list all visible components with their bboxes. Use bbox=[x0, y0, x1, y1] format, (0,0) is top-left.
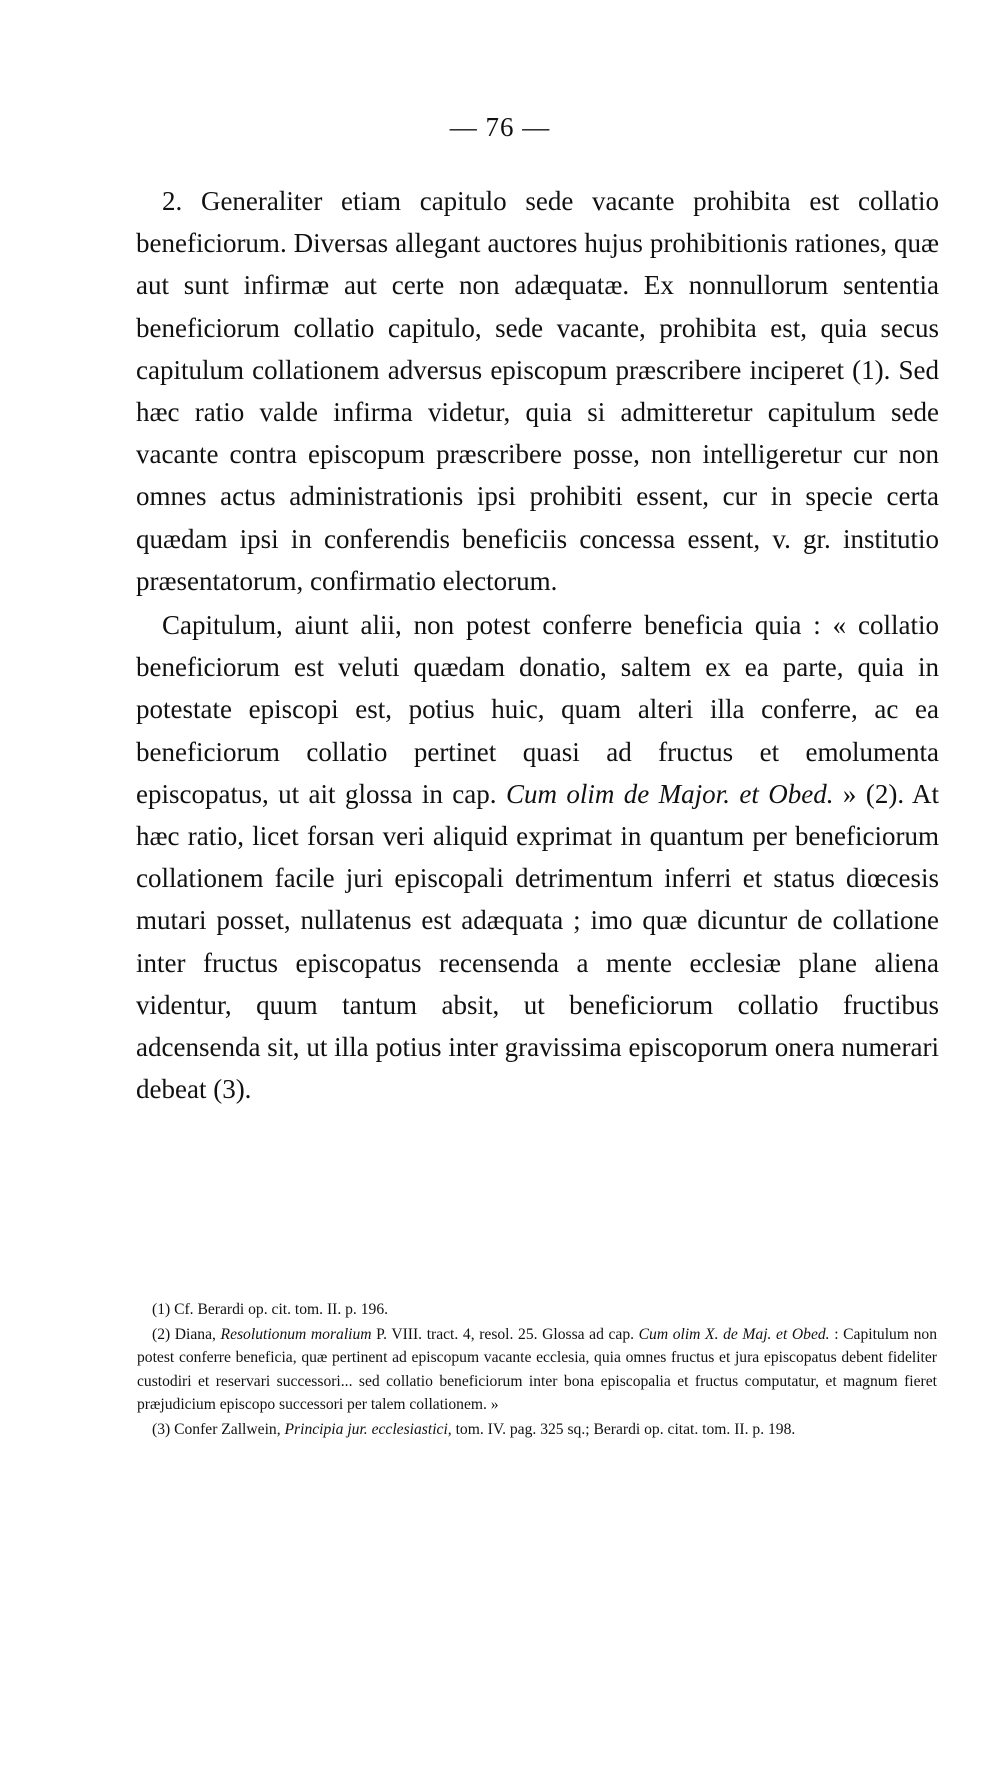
paragraph-2-citation: Cum olim de Major. et Obed. bbox=[505, 778, 834, 809]
page-number: — 76 — bbox=[449, 112, 551, 142]
footnote-2-citation: Cum olim X. de Maj. et Obed. bbox=[638, 1326, 830, 1344]
footnote-2-text-a: (2) Diana, bbox=[152, 1326, 221, 1344]
footnote-1: (1) Cf. Berardi op. cit. tom. II. p. 196. bbox=[152, 1301, 389, 1318]
footnote-2-text-c: : Capitulum non potest conferre beneficia, quæ pertinent ad episcopum vacante ecclesia, quia omnes fructus et jura episcopatus debent fideliter custodiri et reservari successori... sed collatio beneficiorum inter bona episcopalia et fructus computatur, et magnum fieret præjudicium episcopo successori per talem collationem. » bbox=[137, 1326, 937, 1413]
paragraph-2 bbox=[136, 604, 939, 1110]
main-text bbox=[136, 180, 939, 1110]
footnote-3-title: Principia jur. ecclesiastici, bbox=[284, 1421, 452, 1439]
footnote-3 bbox=[137, 1418, 937, 1441]
footnote-3-text-a: (3) Confer Zallwein, bbox=[152, 1421, 285, 1439]
paragraph-2-text-a: Capitulum, aiunt alii, non potest conferre beneficia quia : « collatio beneficiorum est veluti quædam donatio, saltem ex ea parte, quia in potestate episcopi est, potius huic, quam alteri illa conferre, ac ea beneficiorum collatio pertinet quasi ad fructus et emolumenta episcopatus, ut ait glossa in cap. bbox=[136, 610, 939, 809]
footnote-2 bbox=[137, 1323, 937, 1416]
footnotes bbox=[137, 1298, 937, 1441]
footnote-2-text-b: P. VIII. tract. 4, resol. 25. Glossa ad cap. bbox=[371, 1326, 639, 1344]
paragraph-1: 2. Generaliter etiam capitulo sede vacante prohibita est collatio beneficiorum. Diversas allegant auctores hujus prohibitionis rationes, quæ aut sunt infirmæ aut certe non adæquatæ. Ex nonnullorum sententia beneficiorum collatio capitulo, sede vacante, prohibita est, quia secus capitulum collationem adversus episcopum præscribere inciperet (1). Sed hæc ratio valde infirma videtur, quia si admitteretur capitulum sede vacante contra episcopum præscribere posse, non intelligeretur cur non omnes actus administrationis ipsi prohibiti essent, cur in specie certa quædam ipsi in conferendis beneficiis concessa essent, v. gr. institutio præsentatorum, confirmatio electorum. bbox=[136, 186, 939, 596]
footnote-2-title: Resolutionum moralium bbox=[220, 1326, 372, 1344]
paragraph-2-text-b: » (2). At hæc ratio, licet forsan veri aliquid exprimat in quantum per beneficiorum collationem facile juri episcopali detrimentum inferri et status diœcesis mutari posset, nullatenus est adæquata ; imo quæ dicuntur de collatione inter fructus episcopatus recensenda a mente ecclesiæ plane aliena videntur, quum tantum absit, ut beneficiorum collatio fructibus adcensenda sit, ut illa potius inter gravissima episcoporum onera numerari debeat (3). bbox=[136, 778, 939, 1105]
footnote-3-text-b: tom. IV. pag. 325 sq.; Berardi op. citat. tom. II. p. 198. bbox=[451, 1421, 796, 1439]
